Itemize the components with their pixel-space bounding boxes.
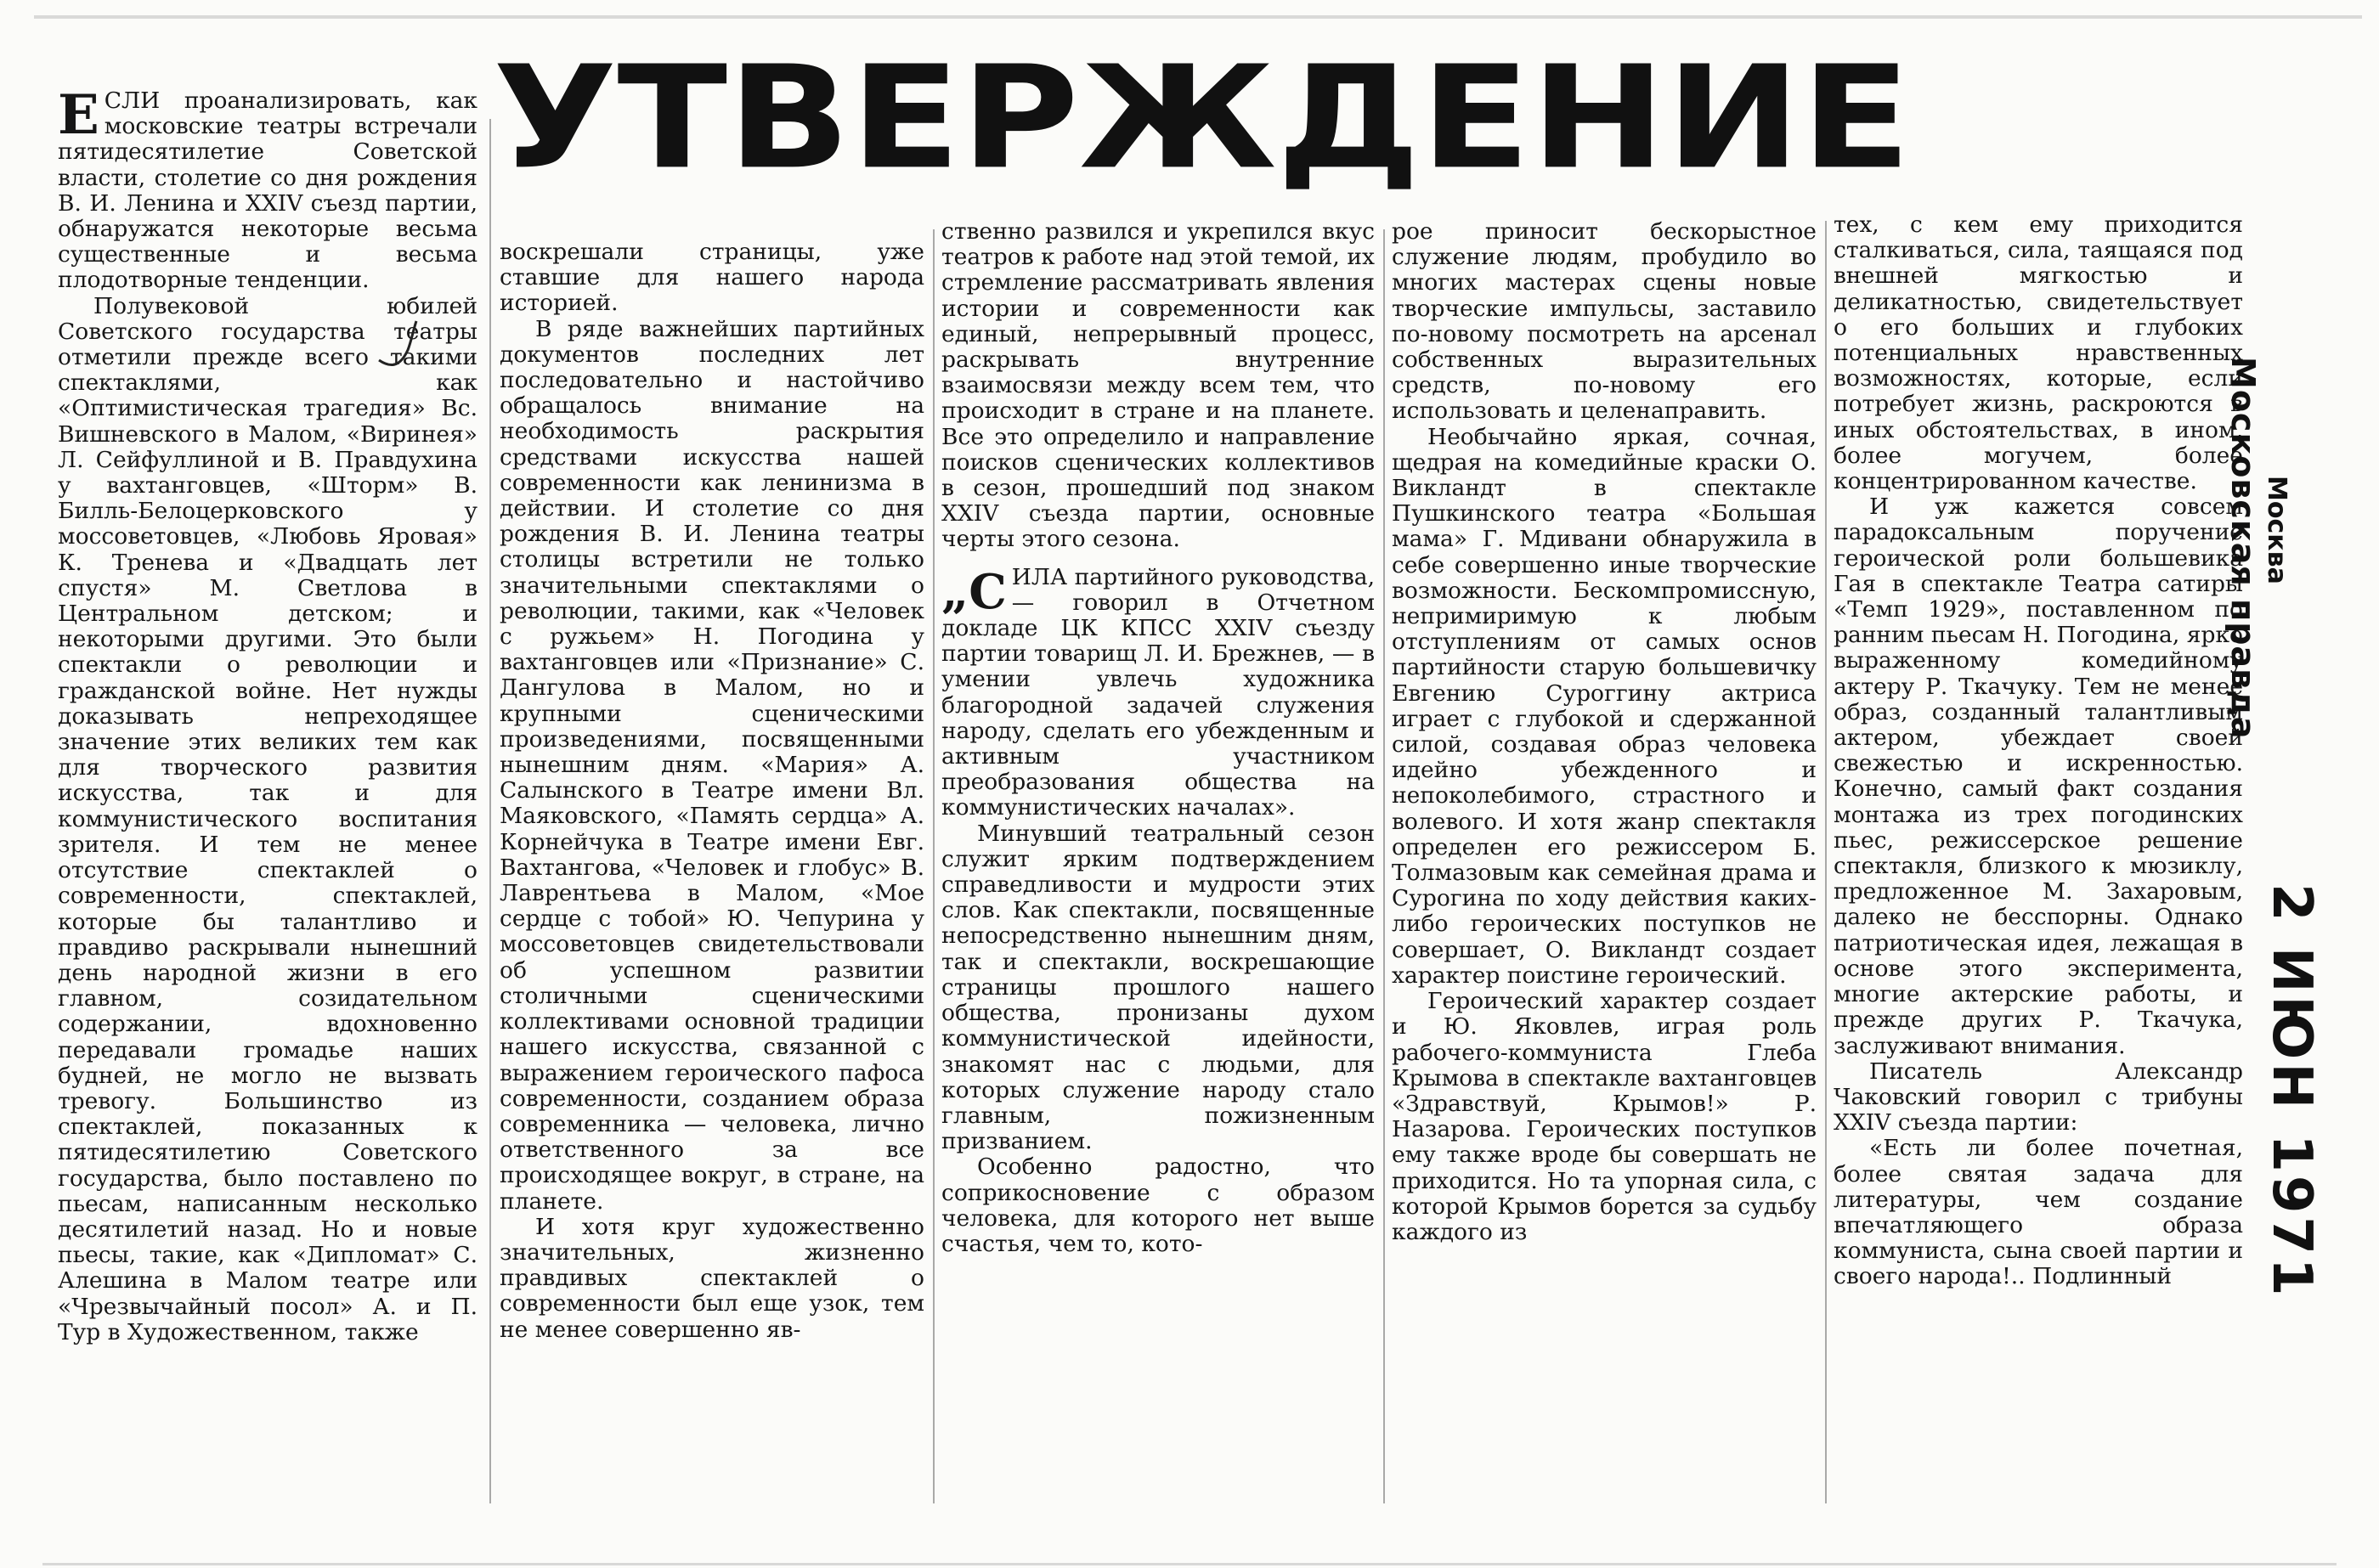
paragraph: И хотя круг художественно значительных, жизненно правдивых спектаклей о современности был еще узок, тем не менее совершенно яв- [500, 1213, 924, 1343]
clipping-top-edge [34, 15, 2362, 19]
clipping-bottom-edge [42, 1563, 2337, 1565]
column-rule [1825, 221, 1827, 1503]
paragraph: рое приносит бескорыстное служение людям, пробудило во многих мастерах сцены новые творческие импульсы, заставило по-новому посмотреть на арсенал собственных выразительных средств, по-новому его использовать и целенаправить. [1392, 219, 1817, 425]
paragraph: тех, с кем ему приходится сталкиваться, сила, таящаяся под внешней мягкостью и деликатностью, свидетельствует о его больших и глубоких потенциальных нравственных возможностях, которые, если потребует жизнь, раскроются в иных обстоятельствах, в ином, более могучем, более концентрированном качестве. [1834, 212, 2243, 495]
paragraph: Героический характер создает и Ю. Яковлев, играя роль рабочего-коммуниста Глеба Крымова в спектакле вахтанговцев «Здравствуй, Крымов!» Р. Назарова. Героических поступков ему также вроде бы совершать не приходится. Но та упорная сила, с которой Крымов борется за судьбу каждого из [1392, 988, 1817, 1245]
headline [493, 35, 2243, 200]
paragraph-text: СЛИ проанализировать, как московские театры встречали пятидесятилетие Советской власти, столетие со дня рождения В. И. Ленина и XXIV съезд партии, обнаружатся некоторые весьма существенные и весьма плодотворные тенденции. [58, 88, 477, 294]
paragraph: Особенно радостно, что соприкосновение с образом человека, для которого нет выше счастья, чем то, кото- [941, 1153, 1375, 1257]
column-rule [933, 229, 935, 1503]
headline-text: УТВЕРЖДЕНИЕ [493, 35, 1912, 200]
article-column-1 [58, 88, 477, 1558]
paragraph-text: ИЛА партийного руководства, — говорил в Отчетном докладе ЦК КПСС XXIV съезду партии товарищ Л. И. Брежнев, — в умении увлечь художника благородной задачей служения народу, сделать его убежденным и активным участником преобразования общества на коммунистических началах». [941, 563, 1375, 821]
drop-cap: Е [58, 88, 99, 147]
article-column-5 [1834, 212, 2243, 1486]
date-stamp: 2 ИЮН 1971 [2260, 883, 2323, 1300]
paragraph: Необычайно яркая, сочная, щедрая на комедийные краски О. Викландт в спектакле Пушкинского театра «Большая мама» Г. Мдивани обнаружила в себе совершенно иные творческие возможности. Бескомпромиссную, непримиримую к любым отступлениям от самых основ партийности старую большевичку Евгению Суроггину актриса играет с глубокой и сдержанной силой, создавая образ человека идейно убежденного и непоколебимого, страстного и волевого. И хотя жанр спектакля определен его режиссером Б. Толмазовым как семейная драма и Сурогина по ходу действия каких-либо героических поступков не совершает, О. Викландт создает характер поистине героический. [1392, 423, 1817, 989]
article-column-2 [500, 240, 924, 1514]
pen-mark-icon [374, 316, 425, 375]
paragraph: Минувший театральный сезон служит ярким подтверждением справедливости и мудрости этих слов. Как спектакли, посвященные непосредственно нынешним дням, так и спектакли, воскрешающие страницы прошлого нашего общества, пронизаны духом коммунистической идейности, знакомят нас с людьми, для которых служение народу стало главным, пожизненным призванием. [941, 820, 1375, 1155]
source-city-stamp: Москва [2262, 476, 2291, 584]
paragraph: И уж кажется совсем парадоксальным поручение героической роли большевика Гая в спектакле Театра сатиры «Темп 1929», поставленном по ранним пьесам Н. Погодина, ярко выраженному комедийному актеру Р. Ткачуку. Тем не менее образ, созданный талантливым актером, убеждает своей свежестью и искренностью. Конечно, самый факт создания монтажа из трех погодинских пьес, режиссерское решение спектакля, близкого к мюзиклу, предложенное М. Захаровым, далеко не бесспорны. Однако патриотическая идея, лежащая в основе этого эксперимента, многие актерские работы, и прежде других Р. Ткачука, заслуживают внимания. [1834, 494, 2243, 1059]
column-rule [1383, 229, 1385, 1503]
paragraph [941, 565, 1375, 821]
paragraph: Полувековой юбилей Советского государства театры отметили прежде всего такими спектаклями, как «Оптимистическая трагедия» Вс. Вишневского в Малом, «Виринея» Л. Сейфуллиной и В. Правдухина у вахтанговцев, «Шторм» В. Билль-Белоцерковского у моссоветовцев, «Любовь Яровая» К. Тренева и «Двадцать лет спустя» М. Светлова в Центральном детском; и некоторыми другими. Это были спектакли о революции и гражданской войне. Нет нужды доказывать непреходящее значение этих великих тем как для творческого развития искусства, так и для коммунистического воспитания зрителя. И тем не менее отсутствие спектаклей о современности, спектаклей, которые бы талантливо и правдиво раскрывали нынешний день народной жизни в его главном, созидательном содержании, вдохновенно передавали громадье наших будней, не могло не вызвать тревогу. Большинство из спектаклей, показанных к пятидесятилетию Советского государства, было поставлено по пьесам, написанным несколько десятилетий назад. Но и новые пьесы, такие, как «Дипломат» С. Алешина в Малом театре или «Чрезвычайный посол» А. и П. Тур в Художественном, также [58, 292, 477, 1345]
article-column-4 [1392, 219, 1817, 1519]
paragraph [58, 88, 477, 294]
paragraph: Писатель Александр Чаковский говорил с трибуны XXIV съезда партии: [1834, 1058, 2243, 1137]
source-newspaper-stamp: Московская правда [2224, 357, 2262, 740]
paragraph: В ряде важнейших партийных документов последних лет последовательно и настойчиво обращалось внимание на необходимость раскрытия средствами искусства нашей современности как ленинизма в действии. И столетие со дня рождения В. И. Ленина театры столицы встретили не только значительными спектаклями о революции, такими, как «Человек с ружьем» Н. Погодина у вахтанговцев или «Признание» С. Дангулова в Малом, но и крупными сценическими произведениями, посвященными нынешним дням. «Мария» А. Салынского в Театре имени Вл. Маяковского, «Память сердца» А. Корнейчука в Театре имени Евг. Вахтангова, «Человек и глобус» В. Лаврентьева в Малом, «Мое сердце с тобой» Ю. Чепурина у моссоветовцев свидетельствовали об успешном развитии столичными сценическими коллективами основной традиции нашего искусства, связанной с выражением героического пафоса современности, созданием образа современника — человека, лично ответственного за все происходящее вокруг, в стране, на планете. [500, 315, 924, 1215]
drop-cap: „С [941, 563, 1007, 620]
paragraph: воскрешали страницы, уже ставшие для нашего народа историей. [500, 240, 924, 317]
article-column-3 [941, 219, 1375, 1519]
column-rule [489, 119, 491, 1503]
paragraph: «Есть ли более почетная, более святая задача для литературы, чем создание впечатляющего образа коммуниста, сына своей партии и своего народа!.. Подлинный [1834, 1135, 2243, 1290]
paragraph: ственно развился и укрепился вкус театров к работе над этой темой, их стремление рассматривать явления истории и современности как единый, непрерывный процесс, раскрывать внутренние взаимосвязи между всем тем, что происходит в стране и на планете. Все это определило и направление поисков сценических коллективов в сезон, прошедший под знаком XXIV съезда партии, основные черты этого сезона. [941, 219, 1375, 553]
